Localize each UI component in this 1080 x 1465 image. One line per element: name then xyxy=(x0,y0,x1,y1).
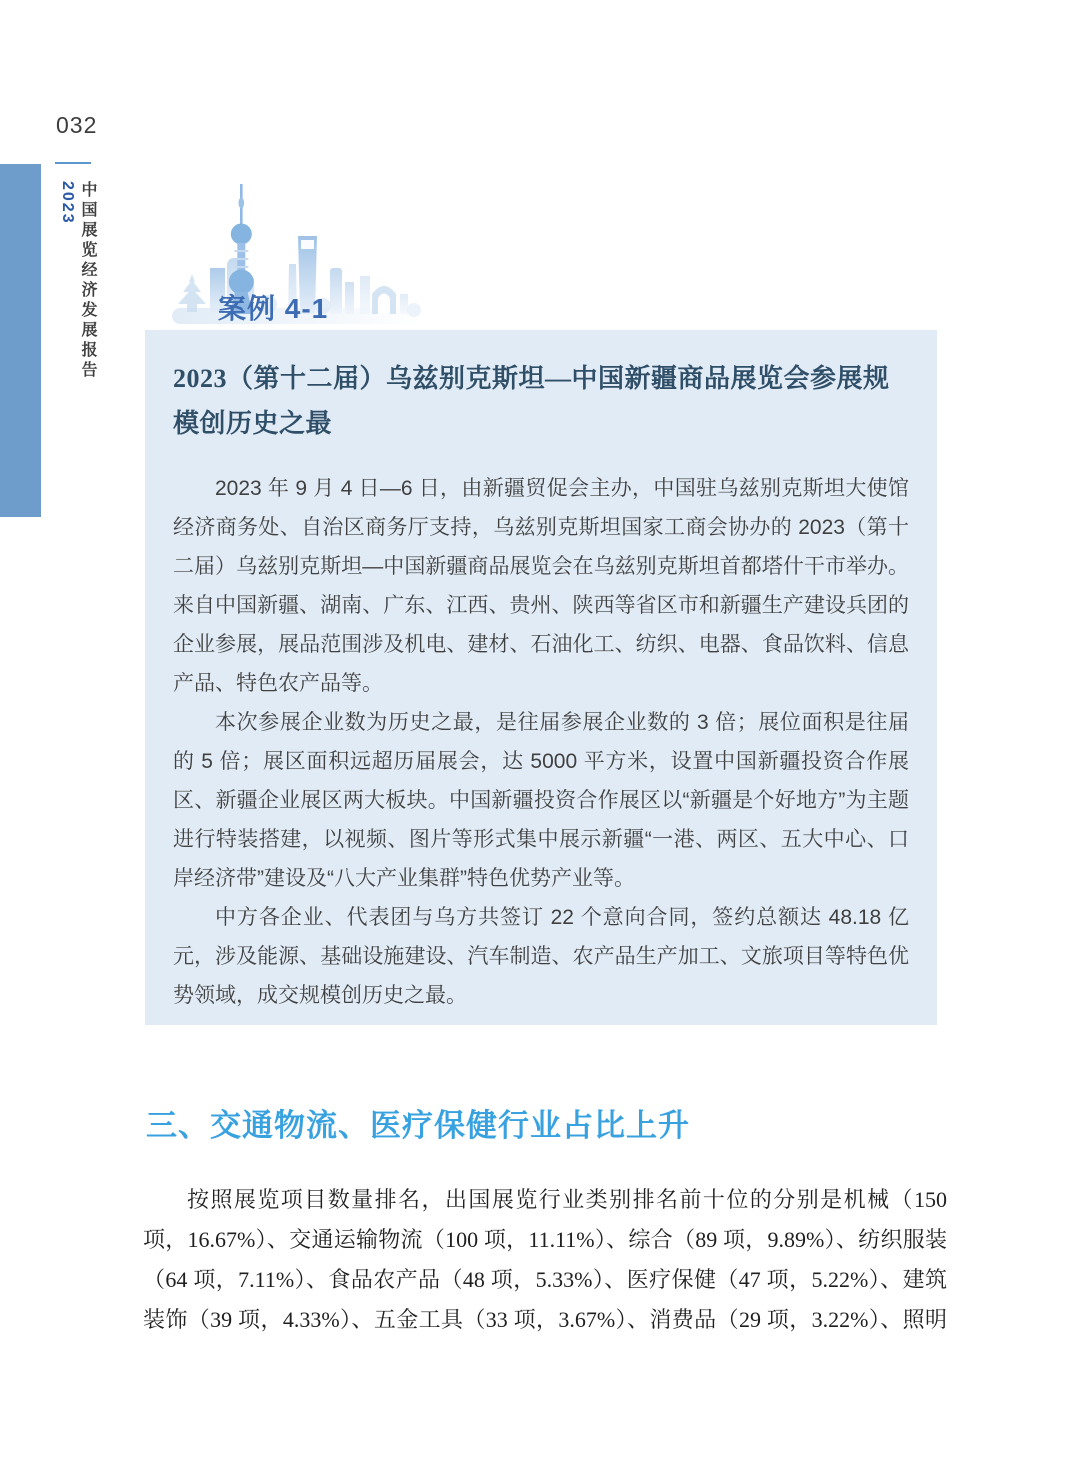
case-paragraph-1: 2023 年 9 月 4 日—6 日，由新疆贸促会主办，中国驻乌兹别克斯坦大使馆经济商务处、自治区商务厅支持，乌兹别克斯坦国家工商会协办的 2023（第十二届）乌兹别克斯坦—中国新疆商品展览会在乌兹别克斯坦首都塔什干市举办。来自中国新疆、湖南、广东、江西、贵州、陕西等省区市和新疆生产建设兵团的企业参展，展品范围涉及机电、建材、石油化工、纺织、电器、食品饮料、信息产品、特色农产品等。 xyxy=(173,477,909,695)
case-badge: 案例 4-1 xyxy=(218,293,329,324)
section-heading: 三、交通物流、医疗保健行业占比上升 xyxy=(146,1108,690,1143)
case-paragraph-3: 中方各企业、代表团与乌方共签订 22 个意向合同，签约总额达 48.18 亿元，涉及能源、基础设施建设、汽车制造、农产品生产加工、文旅项目等特色优势领域，成交规模创历史之最。 xyxy=(173,906,909,1007)
case-title: 2023（第十二届）乌兹别克斯坦—中国新疆商品展览会参展规模创历史之最 xyxy=(173,364,890,438)
left-accent-bar xyxy=(0,164,41,517)
section-body-paragraph: 按照展览项目数量排名，出国展览行业类别排名前十位的分别是机械（150 项，16.67%）、交通运输物流（100 项，11.11%）、综合（89 项，9.89%）、纺织服装（64 项，7.11%）、食品农产品（48 项，5.33%）、医疗保健（47 项，5.22%）、建筑装饰（39 项，4.33%）、五金工具（33 项，3.67%）、消费品（29 项，3.22%）、照明 xyxy=(143,1187,947,1332)
page-number: 032 xyxy=(56,112,98,138)
sidebar-year: 2023 xyxy=(59,181,76,225)
sidebar-title-text: 中国展览经济发展报告 xyxy=(79,181,96,381)
sidebar-report-title xyxy=(58,181,99,421)
page-number-rule xyxy=(55,162,91,164)
case-paragraph-2: 本次参展企业数为历史之最，是往届参展企业数的 3 倍；展位面积是往届的 5 倍；展区面积远超历届展会，达 5000 平方米，设置中国新疆投资合作展区、新疆企业展区两大板块。中国新疆投资合作展区以“新疆是个好地方”为主题进行特装搭建，以视频、图片等形式集中展示新疆“一港、两区、五大中心、口岸经济带”建设及“八大产业集群”特色优势产业等。 xyxy=(173,711,909,890)
case-study-box xyxy=(145,330,937,1025)
